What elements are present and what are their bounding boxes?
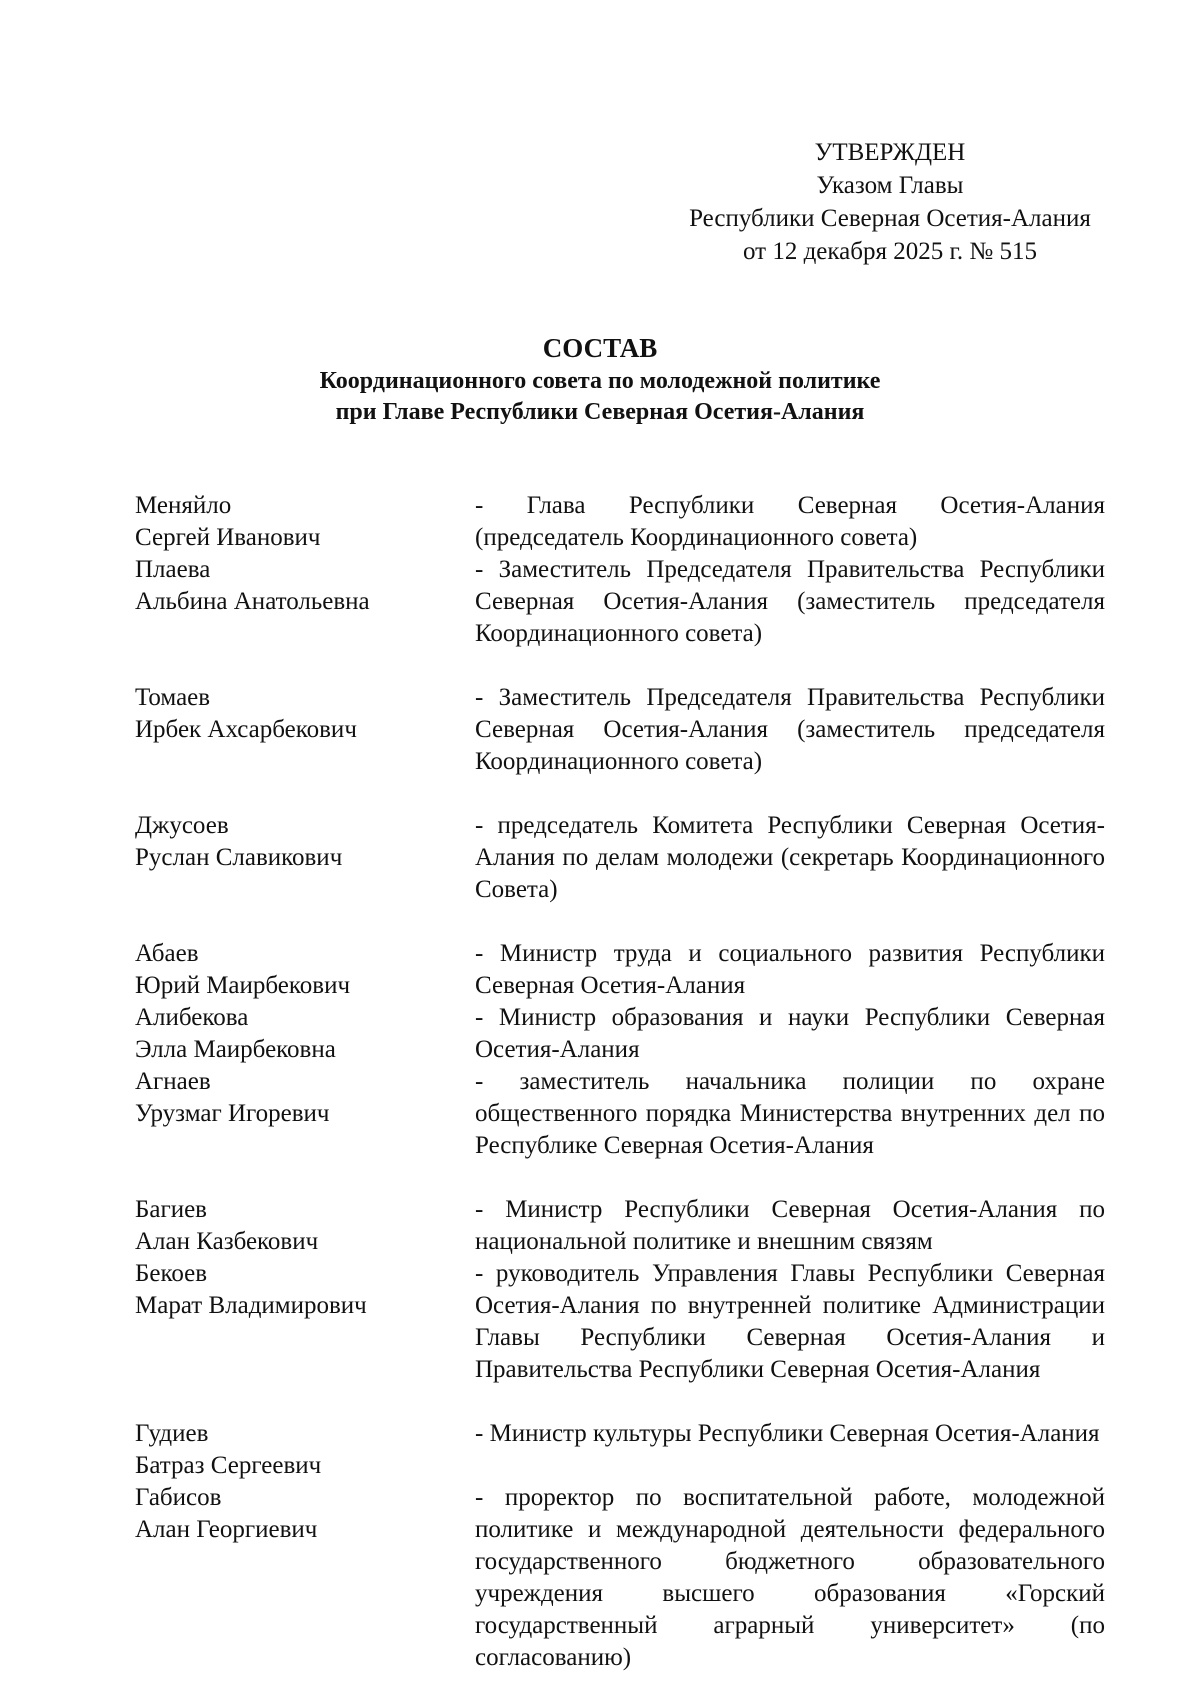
member-role: - Министр культуры Республики Северная Осетия-Алания bbox=[475, 1420, 1100, 1447]
member-surname: Плаева bbox=[135, 556, 211, 583]
member-surname: Алибекова bbox=[135, 1004, 249, 1031]
member-row bbox=[135, 1482, 1105, 1674]
member-given-names: Юрий Маирбекович bbox=[135, 972, 351, 999]
member-name bbox=[135, 1258, 475, 1386]
member-row bbox=[135, 682, 1105, 778]
member-given-names: Альбина Анатольевна bbox=[135, 588, 370, 615]
member-surname: Гудиев bbox=[135, 1420, 209, 1447]
member-surname: Джусоев bbox=[135, 812, 229, 839]
member-name bbox=[135, 490, 475, 554]
title-line-2: при Главе Республики Северная Осетия-Алания bbox=[335, 399, 865, 425]
member-row bbox=[135, 810, 1105, 906]
member-row bbox=[135, 490, 1105, 554]
member-role: - председатель Комитета Республики Северная Осетия-Алания по делам молодежи (секретарь Координационного Совета) bbox=[475, 812, 1105, 903]
member-row bbox=[135, 1194, 1105, 1258]
document-title bbox=[150, 330, 1050, 428]
approval-approved: УТВЕРЖДЕН bbox=[814, 139, 966, 166]
member-role: - заместитель начальника полиции по охране общественного порядка Министерства внутренних дел по Республике Северная Осетия-Алания bbox=[475, 1068, 1105, 1159]
member-given-names: Элла Маирбековна bbox=[135, 1036, 336, 1063]
member-row bbox=[135, 1258, 1105, 1386]
approval-decree: Указом Главы bbox=[816, 172, 964, 199]
member-role: - Глава Республики Северная Осетия-Алания (председатель Координационного совета) bbox=[475, 492, 1105, 551]
member-name bbox=[135, 1418, 475, 1482]
member-given-names: Алан Казбекович bbox=[135, 1228, 319, 1255]
member-given-names: Руслан Славикович bbox=[135, 844, 343, 871]
member-name bbox=[135, 682, 475, 778]
member-row bbox=[135, 1418, 1105, 1482]
member-name bbox=[135, 938, 475, 1002]
member-role: - Министр образования и науки Республики Северная Осетия-Алания bbox=[475, 1004, 1105, 1063]
members-list bbox=[135, 490, 1105, 1674]
member-given-names: Марат Владимирович bbox=[135, 1292, 367, 1319]
member-name bbox=[135, 1002, 475, 1066]
member-surname: Бекоев bbox=[135, 1260, 208, 1287]
title-main: СОСТАВ bbox=[542, 333, 658, 363]
member-given-names: Урузмаг Игоревич bbox=[135, 1100, 330, 1127]
member-role: - Министр труда и социального развития Республики Северная Осетия-Алания bbox=[475, 940, 1105, 999]
member-row bbox=[135, 1066, 1105, 1162]
member-row bbox=[135, 554, 1105, 650]
member-surname: Габисов bbox=[135, 1484, 222, 1511]
member-surname: Меняйло bbox=[135, 492, 232, 519]
member-role: - проректор по воспитательной работе, молодежной политике и международной деятельности федерального государственного бюджетного образовательного учреждения высшего образования «Горский государственный аграрный университет» (по согласованию) bbox=[475, 1484, 1105, 1671]
approval-stamp bbox=[655, 136, 1125, 268]
member-role: - Заместитель Председателя Правительства Республики Северная Осетия-Алания (заместитель председателя Координационного совета) bbox=[475, 556, 1105, 647]
member-surname: Абаев bbox=[135, 940, 199, 967]
approval-date-number: от 12 декабря 2025 г. № 515 bbox=[742, 238, 1038, 265]
member-name bbox=[135, 554, 475, 650]
member-surname: Багиев bbox=[135, 1196, 207, 1223]
member-name bbox=[135, 1194, 475, 1258]
member-role: - Заместитель Председателя Правительства Республики Северная Осетия-Алания (заместитель председателя Координационного совета) bbox=[475, 684, 1105, 775]
member-surname: Томаев bbox=[135, 684, 211, 711]
member-given-names: Сергей Иванович bbox=[135, 524, 321, 551]
member-given-names: Ирбек Ахсарбекович bbox=[135, 716, 357, 743]
member-given-names: Батраз Сергеевич bbox=[135, 1452, 322, 1479]
member-given-names: Алан Георгиевич bbox=[135, 1516, 318, 1543]
member-role: - руководитель Управления Главы Республики Северная Осетия-Алания по внутренней политике Администрации Главы Республики Северная Осетия-Алания и Правительства Республики Северная Осетия-Алания bbox=[475, 1260, 1105, 1383]
approval-republic: Республики Северная Осетия-Алания bbox=[689, 205, 1091, 232]
member-name bbox=[135, 1066, 475, 1162]
member-name bbox=[135, 1482, 475, 1674]
title-line-1: Координационного совета по молодежной политике bbox=[319, 368, 881, 394]
member-row bbox=[135, 938, 1105, 1002]
member-surname: Агнаев bbox=[135, 1068, 211, 1095]
member-name bbox=[135, 810, 475, 906]
member-row bbox=[135, 1002, 1105, 1066]
member-role: - Министр Республики Северная Осетия-Алания по национальной политике и внешним связям bbox=[475, 1196, 1105, 1255]
